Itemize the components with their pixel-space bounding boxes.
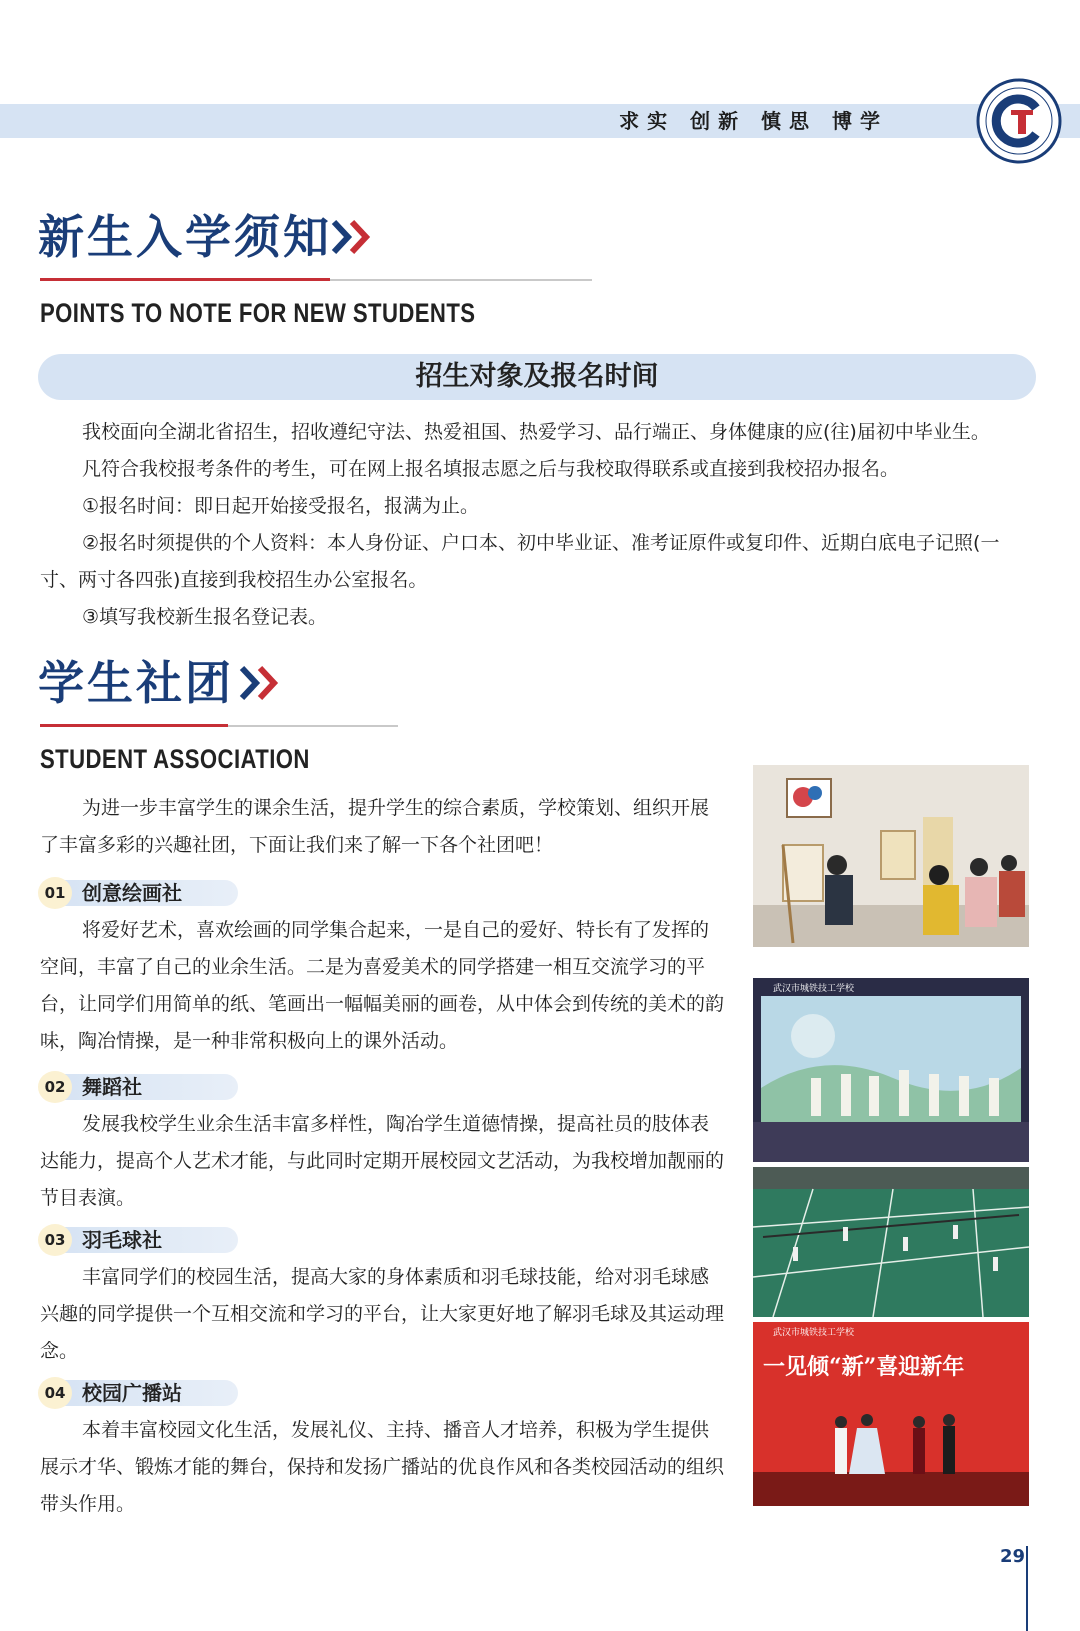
enrollment-paragraph: ②报名时须提供的个人资料：本人身份证、户口本、初中毕业证、准考证原件或复印件、近期白底电子记照(一寸、两寸各四张)直接到我校招生办公室报名。 bbox=[40, 532, 1000, 591]
association-intro: 为进一步丰富学生的课余生活，提升学生的综合素质，学校策划、组织开展了丰富多彩的兴趣社团，下面让我们来了解一下各个社团吧！ bbox=[40, 797, 710, 856]
club-tag bbox=[38, 880, 238, 906]
enrollment-paragraph: ①报名时间：即日起开始接受报名，报满为止。 bbox=[82, 495, 480, 517]
club-number: 02 bbox=[38, 1071, 72, 1103]
club-number: 04 bbox=[38, 1377, 72, 1409]
club-number: 03 bbox=[38, 1224, 72, 1256]
badminton-club-photo bbox=[753, 1167, 1029, 1317]
section2-title: 学生社团 bbox=[38, 656, 234, 710]
club-name: 羽毛球社 bbox=[82, 1228, 162, 1252]
club-description: 本着丰富校园文化生活，发展礼仪、主持、播音人才培养，积极为学生提供展示才华、锻炼才能的舞台，保持和发扬广播站的优良作风和各类校园活动的组织带头作用。 bbox=[40, 1419, 725, 1515]
dance-photo-caption: 武汉市城铁技工学校 bbox=[773, 984, 855, 994]
enrollment-paragraph: ③填写我校新生报名登记表。 bbox=[82, 606, 328, 628]
section1-underline-red bbox=[40, 278, 330, 281]
section1-subtitle: POINTS TO NOTE FOR NEW STUDENTS bbox=[40, 298, 476, 328]
double-chevron-icon bbox=[330, 218, 374, 256]
club-name: 创意绘画社 bbox=[82, 881, 182, 905]
dance-club-photo bbox=[753, 978, 1029, 1162]
section2-underline-red bbox=[40, 724, 228, 727]
page-number: 29 bbox=[1000, 1546, 1026, 1567]
section1-title: 新生入学须知 bbox=[38, 210, 332, 264]
club-tag bbox=[38, 1380, 238, 1406]
school-logo bbox=[976, 78, 1062, 164]
school-motto: 求实 创新 慎思 博学 bbox=[619, 109, 888, 133]
header-band bbox=[0, 104, 1080, 138]
enrollment-paragraph: 凡符合我校报考条件的考生，可在网上报名填报志愿之后与我校取得联系或直接到我校招办报名。 bbox=[82, 458, 900, 480]
enrollment-pill-heading: 招生对象及报名时间 bbox=[38, 354, 1036, 400]
page-number-rule bbox=[1026, 1546, 1028, 1631]
broadcast-station-photo bbox=[753, 1322, 1029, 1506]
club-description: 发展我校学生业余生活丰富多样性，陶冶学生道德情操，提高社员的肢体表达能力，提高个人艺术才能，与此同时定期开展校园文艺活动，为我校增加靓丽的节目表演。 bbox=[40, 1113, 725, 1209]
club-number: 01 bbox=[38, 877, 72, 909]
club-description: 丰富同学们的校园生活，提高大家的身体素质和羽毛球技能，给对羽毛球感兴趣的同学提供一个互相交流和学习的平台，让大家更好地了解羽毛球及其运动理念。 bbox=[40, 1266, 725, 1362]
club-tag bbox=[38, 1074, 238, 1100]
section2-subtitle: STUDENT ASSOCIATION bbox=[40, 744, 310, 774]
painting-club-photo bbox=[753, 765, 1029, 947]
enrollment-text bbox=[40, 414, 1030, 636]
broadcast-banner-text: 一见倾“新”喜迎新年 bbox=[763, 1354, 965, 1380]
broadcast-photo-caption: 武汉市城铁技工学校 bbox=[773, 1328, 855, 1338]
club-name: 舞蹈社 bbox=[82, 1075, 142, 1099]
club-tag bbox=[38, 1227, 238, 1253]
club-description: 将爱好艺术，喜欢绘画的同学集合起来，一是自己的爱好、特长有了发挥的空间，丰富了自己的业余生活。二是为喜爱美术的同学搭建一相互交流学习的平台，让同学们用简单的纸、笔画出一幅幅美丽的画卷，从中体会到传统的美术的韵味，陶冶情操，是一种非常积极向上的课外活动。 bbox=[40, 919, 725, 1052]
section1-underline-grey bbox=[330, 279, 592, 281]
section2-underline-grey bbox=[228, 725, 398, 727]
enrollment-paragraph: 我校面向全湖北省招生，招收遵纪守法、热爱祖国、热爱学习、品行端正、身体健康的应(往)届初中毕业生。 bbox=[82, 421, 990, 443]
double-chevron-icon bbox=[238, 664, 282, 702]
club-name: 校园广播站 bbox=[82, 1381, 182, 1405]
